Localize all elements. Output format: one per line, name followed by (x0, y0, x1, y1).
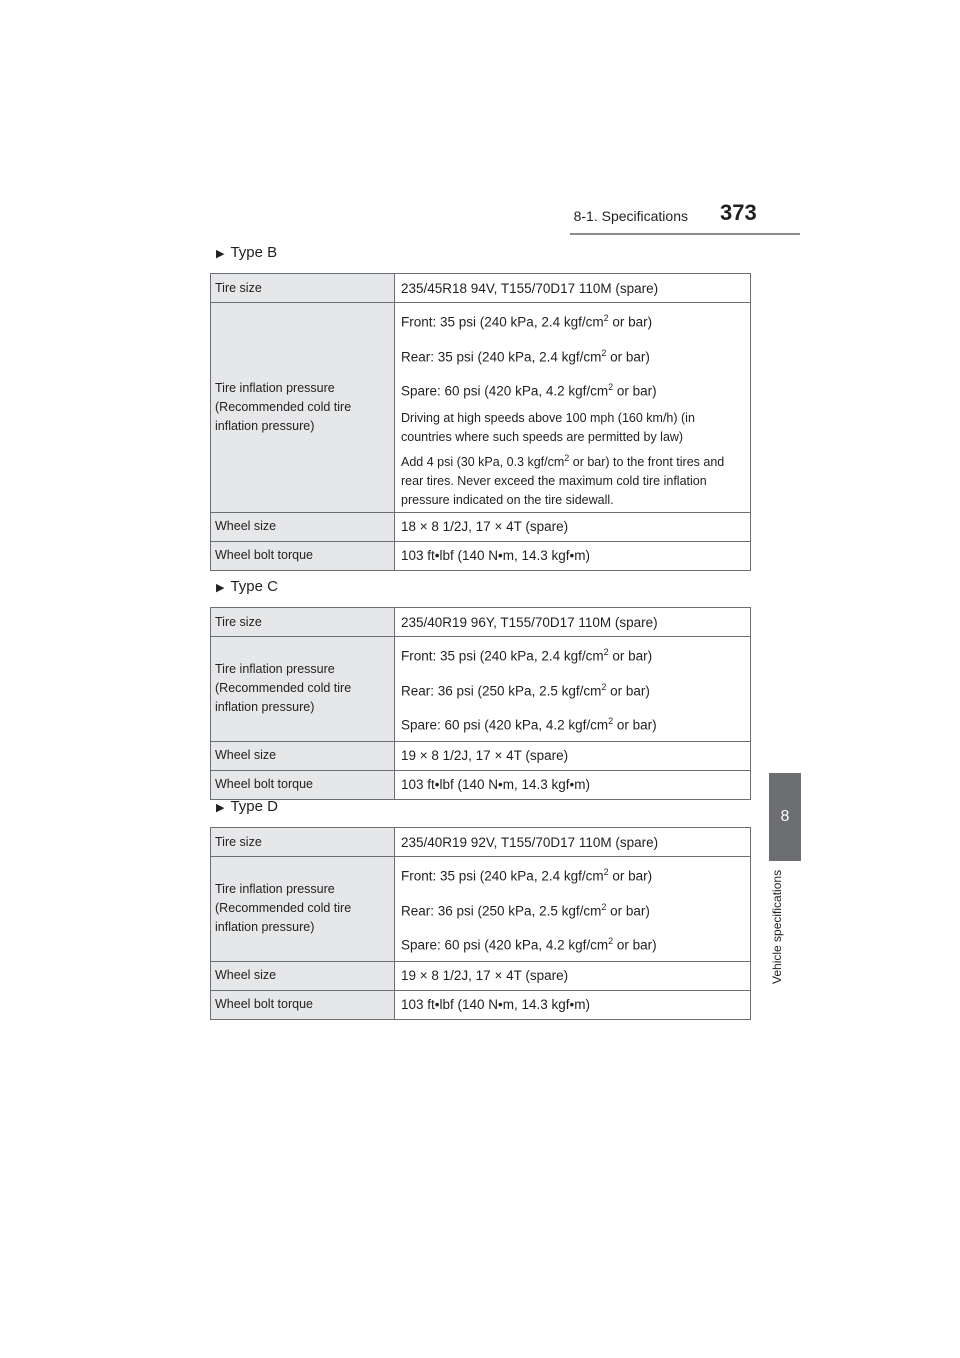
table-row-inflation (211, 637, 751, 742)
inflation-value (395, 857, 751, 962)
inflation-label-line: inflation pressure) (215, 920, 315, 935)
torque-label: Wheel bolt torque (211, 770, 395, 799)
wheel-size-label: Wheel size (211, 512, 395, 541)
table-row-tire-size (211, 274, 751, 303)
spec-table-type-b (210, 273, 751, 571)
inflation-value (395, 303, 751, 513)
high-speed-note: Driving at high speeds above 100 mph (160 km/h) (in countries where such speeds are permitted by law) (401, 410, 695, 444)
triangle-bullet-icon: ▶ (216, 802, 225, 814)
inflation-value (395, 637, 751, 742)
spec-table-type-d (210, 827, 751, 1020)
rear-pressure: Rear: 36 psi (250 kPa, 2.5 kgf/$cm^2$ or bar) (401, 901, 650, 918)
inflation-label-line: (Recommended cold tire (215, 901, 352, 916)
chapter-title-vertical: Vehicle specifications (770, 870, 784, 985)
table-row-tire-size (211, 828, 751, 857)
rear-pressure: Rear: 36 psi (250 kPa, 2.5 kgf/$cm^2$ or bar) (401, 681, 650, 698)
inflation-label-line: (Recommended cold tire (215, 399, 352, 414)
header-section-title: 8-1. Specifications (573, 208, 688, 224)
rear-pressure: Rear: 35 psi (240 kPa, 2.4 kgf/$cm^2$ or bar) (401, 347, 650, 364)
inflation-label (211, 637, 395, 742)
torque-value: 103 ft•lbf (140 N•m, 14.3 kgf•m) (395, 770, 751, 799)
spare-pressure: Spare: 60 psi (420 kPa, 4.2 kgf/$cm^2$ or bar) (401, 936, 657, 953)
front-pressure: Front: 35 psi (240 kPa, 2.4 kgf/$cm^2$ or bar) (401, 647, 653, 664)
table-row-torque (211, 990, 751, 1019)
table-row-wheel-size (211, 961, 751, 990)
section-heading-type-b (216, 244, 277, 261)
torque-label: Wheel bolt torque (211, 990, 395, 1019)
inflation-label (211, 857, 395, 962)
inflation-label-line: Tire inflation pressure (215, 380, 335, 395)
tire-size-value: 235/40R19 96Y, T155/70D17 110M (spare) (395, 608, 751, 637)
triangle-bullet-icon: ▶ (216, 248, 225, 260)
spare-pressure: Spare: 60 psi (420 kPa, 4.2 kgf/$cm^2$ or bar) (401, 382, 657, 399)
inflation-label-line: inflation pressure) (215, 418, 315, 433)
table-row-inflation (211, 303, 751, 513)
section-heading-type-c (216, 578, 278, 595)
spec-table-type-c (210, 607, 751, 800)
tire-size-label: Tire size (211, 828, 395, 857)
torque-value: 103 ft•lbf (140 N•m, 14.3 kgf•m) (395, 990, 751, 1019)
wheel-size-value: 18 × 8 1/2J, 17 × 4T (spare) (395, 512, 751, 541)
torque-value: 103 ft•lbf (140 N•m, 14.3 kgf•m) (395, 541, 751, 570)
wheel-size-value: 19 × 8 1/2J, 17 × 4T (spare) (395, 961, 751, 990)
table-row-torque (211, 770, 751, 799)
triangle-bullet-icon: ▶ (216, 582, 225, 594)
wheel-size-label: Wheel size (211, 961, 395, 990)
tire-size-value: 235/40R19 92V, T155/70D17 110M (spare) (395, 828, 751, 857)
inflation-label-line: Tire inflation pressure (215, 662, 335, 677)
page-number: 373 (720, 200, 757, 225)
section-heading-type-d (216, 798, 278, 815)
header-divider (570, 233, 800, 235)
inflation-label (211, 303, 395, 513)
chapter-tab (769, 773, 801, 861)
high-speed-instruction: Add 4 psi (30 kPa, 0.3 kgf/$cm^2$ or bar) to the front tires and rear tires. Never exceed the maximum cold tire inflation pressure indicated on the tire sidewall. (401, 452, 725, 507)
section-heading-text: Type C (230, 578, 278, 595)
table-row-wheel-size (211, 741, 751, 770)
table-row-tire-size (211, 608, 751, 637)
front-pressure: Front: 35 psi (240 kPa, 2.4 kgf/$cm^2$ or bar) (401, 867, 653, 884)
inflation-label-line: Tire inflation pressure (215, 882, 335, 897)
torque-label: Wheel bolt torque (211, 541, 395, 570)
inflation-label-line: inflation pressure) (215, 700, 315, 715)
section-heading-text: Type D (230, 798, 278, 815)
section-heading-text: Type B (230, 244, 278, 261)
tire-size-value: 235/45R18 94V, T155/70D17 110M (spare) (395, 274, 751, 303)
wheel-size-value: 19 × 8 1/2J, 17 × 4T (spare) (395, 741, 751, 770)
inflation-label-line: (Recommended cold tire (215, 681, 352, 696)
tire-size-label: Tire size (211, 608, 395, 637)
spare-pressure: Spare: 60 psi (420 kPa, 4.2 kgf/$cm^2$ or bar) (401, 716, 657, 733)
table-row-wheel-size (211, 512, 751, 541)
table-row-torque (211, 541, 751, 570)
wheel-size-label: Wheel size (211, 741, 395, 770)
table-row-inflation (211, 857, 751, 962)
chapter-number: 8 (780, 808, 790, 825)
tire-size-label: Tire size (211, 274, 395, 303)
front-pressure: Front: 35 psi (240 kPa, 2.4 kgf/$cm^2$ or bar) (401, 313, 653, 330)
